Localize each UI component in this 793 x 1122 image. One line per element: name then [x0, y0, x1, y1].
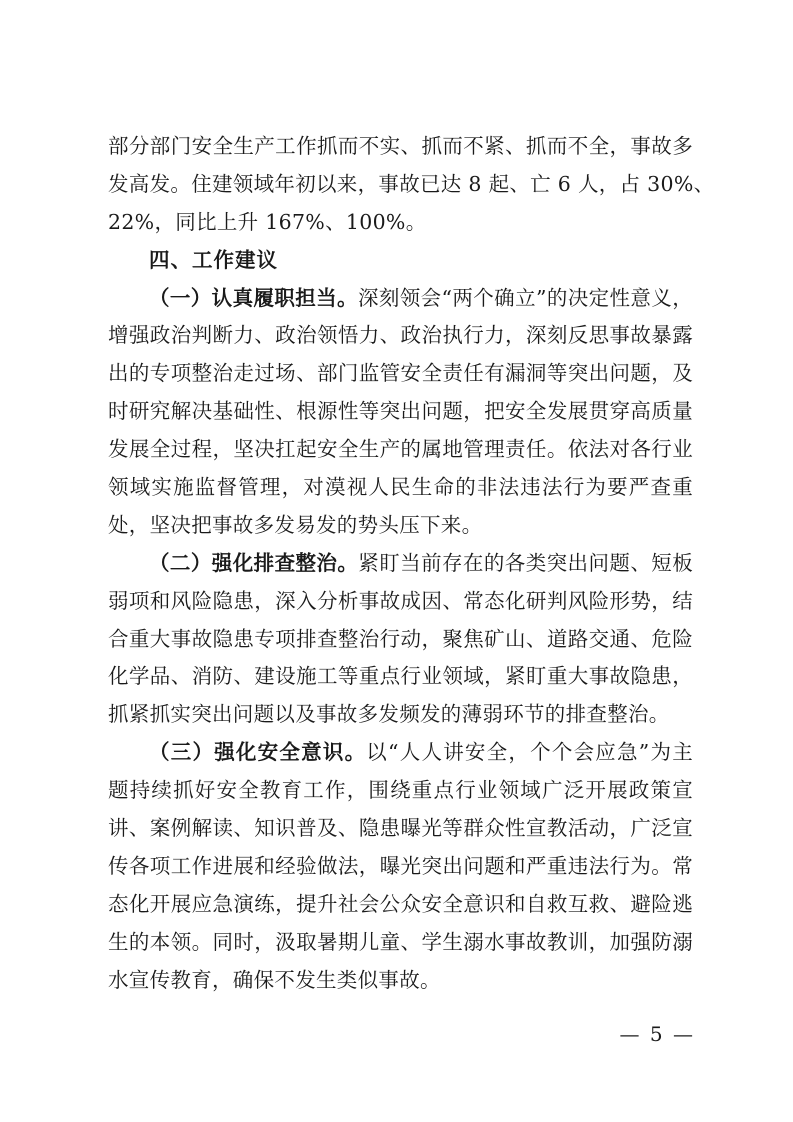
text-line: 态化开展应急演练，提升社会公众安全意识和自救互救、避险逃 [108, 891, 693, 916]
text-line: 部分部门安全生产工作抓而不实、抓而不紧、抓而不全，事故多 [108, 134, 693, 158]
document-body [108, 128, 715, 999]
text-line: 抓紧抓实突出问题以及事故多发频发的薄弱环节的排查整治。 [108, 702, 670, 727]
section-heading: 四、工作建议 [149, 247, 278, 272]
text-line: 发高发。住建领域年初以来，事故已达 8 起、亡 6 人，占 30%、 [108, 171, 715, 196]
paragraph-first-line [108, 545, 693, 583]
text-line: 弱项和风险隐患，深入分析事故成因、常态化研判风险形势，结 [108, 588, 693, 613]
text-line: 出的专项整治走过场、部门监管安全责任有漏洞等突出问题，及 [108, 361, 693, 386]
text-line: 22%，同比上升 167%、100%。 [108, 209, 427, 234]
text-line: 处，坚决把事故多发易发的势头压下来。 [108, 512, 483, 537]
paragraph-text: 紧盯当前存在的各类突出问题、短板 [358, 550, 693, 575]
page-number: — 5 — [619, 1022, 695, 1046]
text-line: 生的本领。同时，汲取暑期儿童、学生溺水事故教训，加强防溺 [108, 929, 693, 954]
text-line: 时研究解决基础性、根源性等突出问题，把安全发展贯穿高质量 [108, 399, 693, 424]
text-line: 讲、案例解读、知识普及、隐患曝光等群众性宣教活动，广泛宣 [108, 816, 693, 841]
text-line: 水宣传教育，确保不发生类似事故。 [108, 967, 441, 992]
text-line: 领域实施监督管理，对漠视人民生命的非法违法行为要严查重 [108, 475, 693, 500]
paragraph-first-line [108, 734, 693, 772]
paragraph-text: 以“人人讲安全，个个会应急”为主 [366, 740, 693, 765]
text-line: 合重大事故隐患专项排查整治行动，聚焦矿山、道路交通、危险 [108, 626, 693, 651]
paragraph-lead: （一）认真履职担当。 [149, 285, 358, 310]
text-line: 发展全过程，坚决扛起安全生产的属地管理责任。依法对各行业 [108, 437, 693, 462]
paragraph-first-line [108, 280, 693, 318]
text-line: 增强政治判断力、政治领悟力、政治执行力，深刻反思事故暴露 [108, 323, 693, 348]
text-line: 题持续抓好安全教育工作，围绕重点行业领域广泛开展政策宣 [108, 778, 693, 803]
paragraph-lead: （二）强化排查整治。 [149, 550, 359, 575]
text-line: 传各项工作进展和经验做法，曝光突出问题和严重违法行为。常 [108, 853, 693, 878]
paragraph-text: 深刻领会“两个确立”的决定性意义， [357, 285, 693, 310]
text-line: 化学品、消防、建设施工等重点行业领域，紧盯重大事故隐患， [108, 664, 693, 689]
paragraph-lead: （三）强化安全意识。 [149, 740, 367, 765]
